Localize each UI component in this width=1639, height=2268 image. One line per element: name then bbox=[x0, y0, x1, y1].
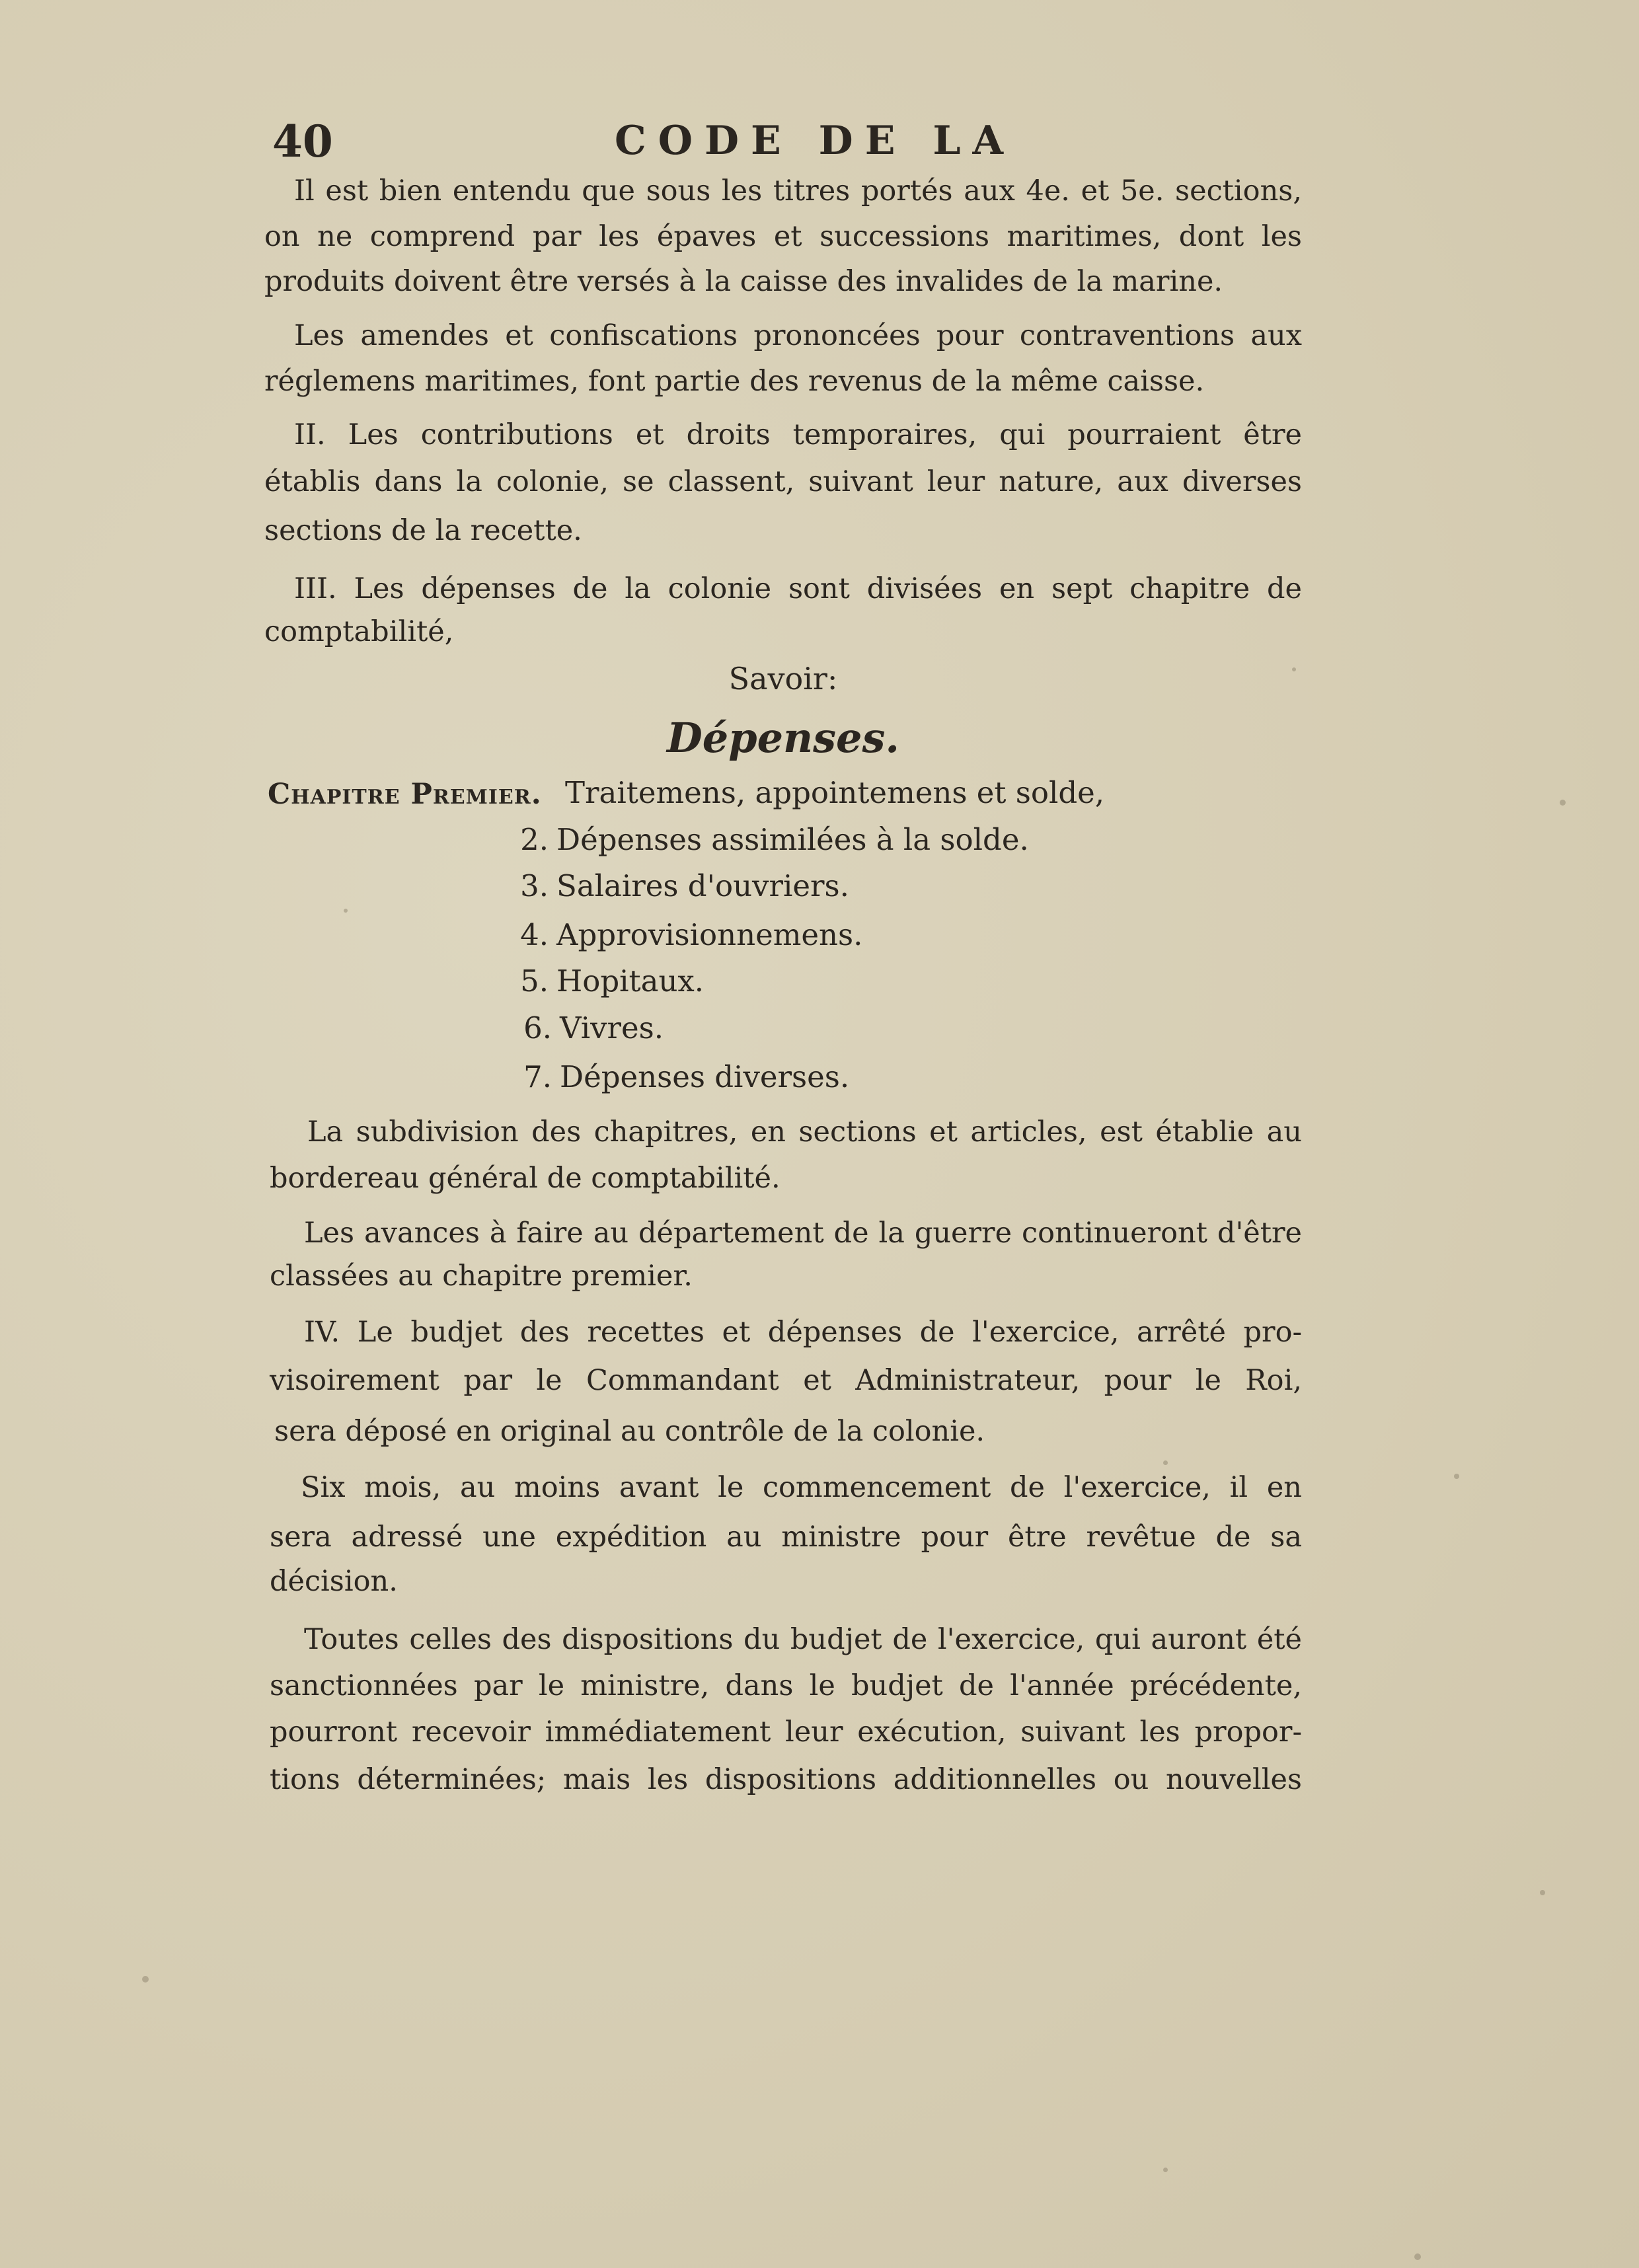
text-line: classées au chapitre premier. bbox=[270, 1260, 693, 1293]
text-line: on ne comprend par les épaves et successions maritimes, dont les bbox=[264, 220, 1302, 253]
chapter-item bbox=[512, 1010, 664, 1045]
depenses-heading: Dépenses. bbox=[667, 714, 899, 762]
text-line: tions déterminées; mais les dispositions additionnelles ou nouvelles bbox=[270, 1763, 1302, 1796]
text-line: décision. bbox=[270, 1565, 398, 1598]
text-line: La subdivision des chapitres, en sections et articles, est établie au bbox=[307, 1115, 1302, 1149]
paper-speck bbox=[344, 909, 348, 913]
text-line: visoirement par le Commandant et Administrateur, pour le Roi, bbox=[270, 1364, 1302, 1397]
chapter-item bbox=[509, 868, 849, 903]
text-line: sanctionnées par le ministre, dans le budjet de l'année précédente, bbox=[270, 1669, 1302, 1702]
chapter-item bbox=[565, 775, 1105, 810]
text-line: sera adressé une expédition au ministre pour être revêtue de sa bbox=[270, 1521, 1302, 1554]
text-line: III. Les dépenses de la colonie sont divisées en sept chapitre de bbox=[294, 572, 1302, 605]
chapter-item-number: 4. bbox=[520, 917, 549, 952]
paper-speck bbox=[1292, 667, 1296, 671]
chapter-item-text: Dépenses diverses. bbox=[560, 1059, 850, 1094]
chapter-item bbox=[509, 964, 705, 999]
chapter-item-text: Approvisionnemens. bbox=[556, 917, 863, 952]
paper-speck bbox=[1414, 2253, 1421, 2260]
chapter-item bbox=[512, 1059, 850, 1094]
text-line: Les avances à faire au département de la guerre continueront d'être bbox=[304, 1217, 1302, 1250]
text-line: produits doivent être versés à la caisse des invalides de la marine. bbox=[264, 265, 1223, 298]
chapter-item-number: 3. bbox=[520, 868, 549, 903]
chapter-item-number: 5. bbox=[520, 964, 549, 999]
chapter-item-text: Traitemens, appointemens et solde, bbox=[565, 775, 1105, 810]
text-line: comptabilité, bbox=[264, 615, 454, 648]
text-line: réglemens maritimes, font partie des revenus de la même caisse. bbox=[264, 365, 1205, 398]
savoir-heading: Savoir: bbox=[728, 661, 838, 697]
text-line: pourront recevoir immédiatement leur exécution, suivant les propor- bbox=[270, 1716, 1302, 1749]
text-line: II. Les contributions et droits temporaires, qui pourraient être bbox=[294, 418, 1302, 451]
chapter-item-number: 6. bbox=[523, 1010, 552, 1045]
paper-speck bbox=[1454, 1474, 1459, 1479]
running-title: CODE DE LA bbox=[615, 118, 1016, 164]
paper-speck bbox=[1163, 1460, 1168, 1465]
page-number: 40 bbox=[272, 116, 333, 167]
text-line: établis dans la colonie, se classent, suivant leur nature, aux diverses bbox=[264, 465, 1302, 498]
chapter-item-text: Dépenses assimilées à la solde. bbox=[556, 822, 1029, 857]
chapter-item-number: 7. bbox=[523, 1059, 552, 1094]
text-line: Six mois, au moins avant le commencement de l'exercice, il en bbox=[301, 1471, 1302, 1504]
text-line: sera déposé en original au contrôle de la colonie. bbox=[274, 1415, 985, 1448]
chapter-item-text: Salaires d'ouvriers. bbox=[556, 868, 849, 903]
text-line: sections de la recette. bbox=[264, 514, 582, 547]
paper-speck bbox=[142, 1976, 149, 1983]
text-line: Il est bien entendu que sous les titres portés aux 4e. et 5e. sections, bbox=[294, 174, 1302, 208]
chapter-item bbox=[509, 822, 1029, 857]
paper-speck bbox=[1540, 1890, 1545, 1895]
paper-speck bbox=[1560, 800, 1566, 806]
text-line: Toutes celles des dispositions du budjet de l'exercice, qui auront été bbox=[304, 1623, 1302, 1656]
chapter-item-number: 2. bbox=[520, 822, 549, 857]
chapter-label: Chapitre Premier. bbox=[268, 778, 542, 811]
chapter-item bbox=[509, 917, 863, 952]
text-line: Les amendes et confiscations prononcées pour contraventions aux bbox=[294, 319, 1302, 352]
text-line: IV. Le budjet des recettes et dépenses de l'exercice, arrêté pro- bbox=[304, 1316, 1302, 1349]
paper-speck bbox=[1163, 2168, 1168, 2172]
chapter-item-text: Hopitaux. bbox=[556, 964, 705, 999]
text-line: bordereau général de comptabilité. bbox=[270, 1162, 781, 1195]
chapter-item-text: Vivres. bbox=[560, 1010, 664, 1045]
